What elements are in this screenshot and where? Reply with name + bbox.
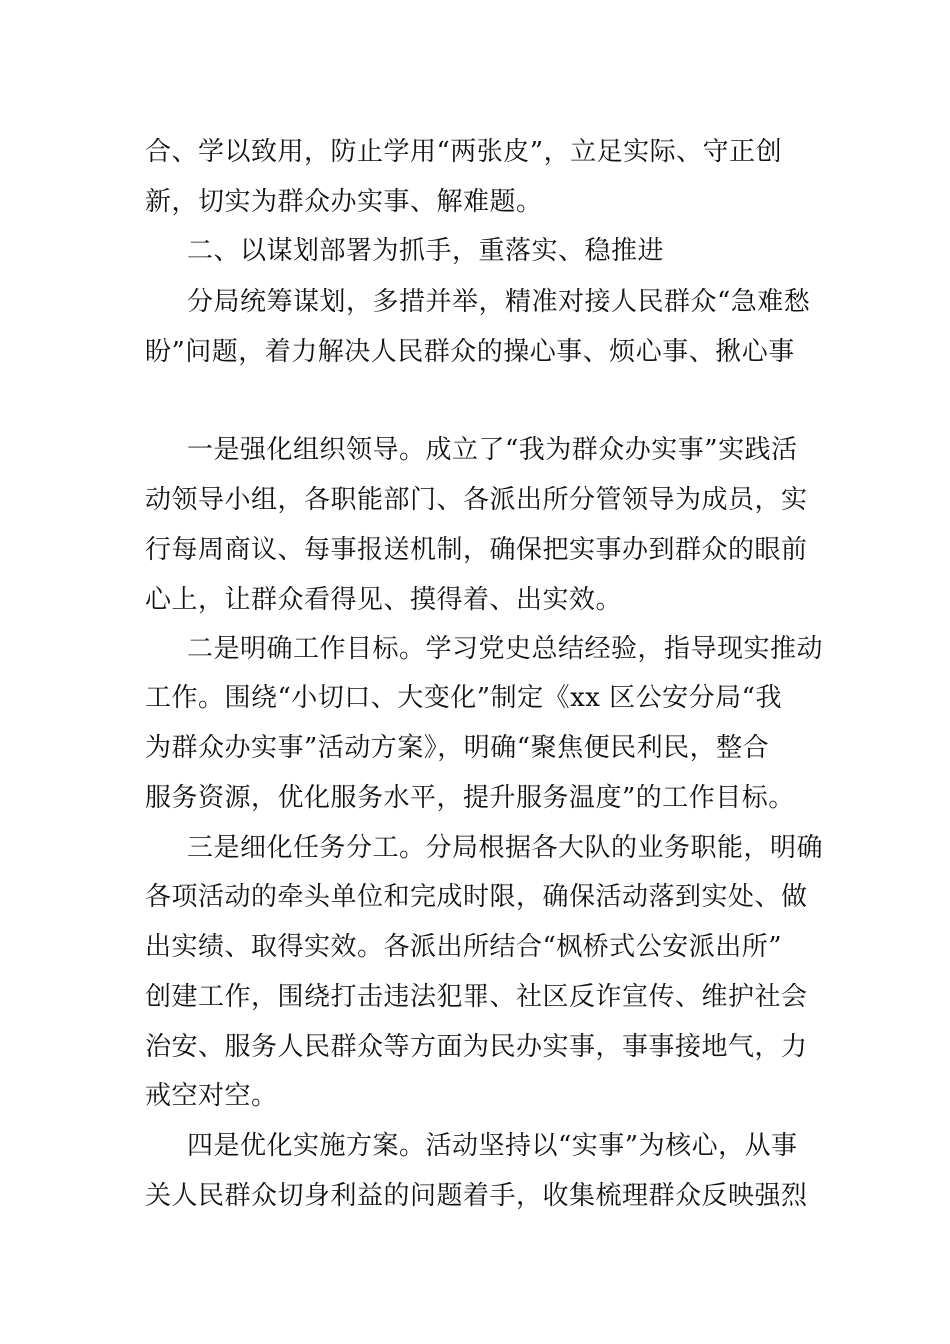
text-line: 盼”问题，着力解决人民群众的操心事、烦心事、揪心事 — [145, 337, 795, 367]
text-line: 为群众办实事”活动方案》，明确“聚焦便民利民，整合 — [145, 733, 770, 763]
text-line: 戒空对空。 — [145, 1081, 278, 1111]
text-line: 新，切实为群众办实事、解难题。 — [145, 187, 543, 217]
text-line: 四是优化实施方案。活动坚持以“实事”为核心，从事 — [187, 1131, 798, 1161]
text-line: 治安、服务人民群众等方面为民办实事，事事接地气，力 — [145, 1032, 808, 1062]
text-line: 各项活动的牵头单位和完成时限，确保活动落到实处、做 — [145, 882, 808, 912]
text-line: 合、学以致用，防止学用“两张皮”，立足实际、守正创 — [145, 137, 783, 167]
text-line: 二是明确工作目标。学习党史总结经验，指导现实推动 — [187, 634, 824, 664]
text-line: 动领导小组，各职能部门、各派出所分管领导为成员，实 — [145, 485, 808, 515]
text-line: 三是细化任务分工。分局根据各大队的业务职能，明确 — [187, 833, 824, 863]
text-line: 分局统筹谋划，多措并举，精准对接人民群众“急难愁 — [187, 287, 811, 317]
text-line: 工作。围绕“小切口、大变化”制定《xx 区公安分局“我 — [145, 683, 782, 713]
text-line: 创建工作，围绕打击违法犯罪、社区反诈宣传、维护社会 — [145, 982, 808, 1012]
text-line: 出实绩、取得实效。各派出所结合“枫桥式公安派出所” — [145, 932, 783, 962]
text-line: 关人民群众切身利益的问题着手，收集梳理群众反映强烈 — [145, 1181, 808, 1211]
section-heading: 二、以谋划部署为抓手，重落实、稳推进 — [187, 236, 665, 266]
text-line: 心上，让群众看得见、摸得着、出实效。 — [145, 585, 623, 615]
text-line: 行每周商议、每事报送机制，确保把实事办到群众的眼前 — [145, 535, 808, 565]
text-line: 服务资源，优化服务水平，提升服务温度”的工作目标。 — [145, 783, 795, 813]
text-line: 一是强化组织领导。成立了“我为群众办实事”实践活 — [187, 435, 798, 465]
